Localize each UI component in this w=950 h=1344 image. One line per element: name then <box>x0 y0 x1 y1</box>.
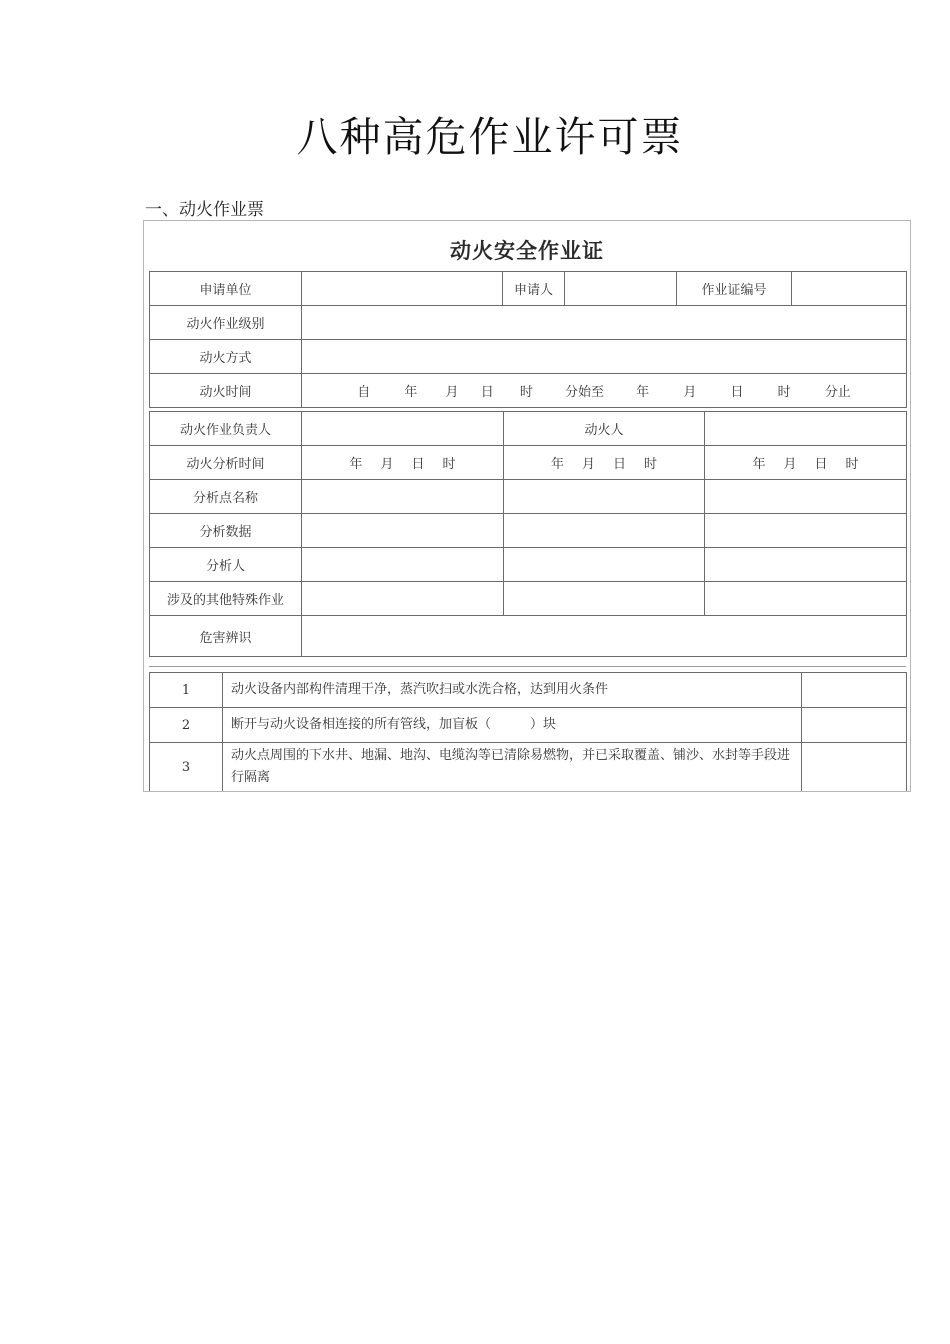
worker-label: 动火人 <box>504 412 705 446</box>
method-field[interactable] <box>302 340 907 374</box>
point-field-2[interactable] <box>504 480 705 514</box>
data-field-2[interactable] <box>504 514 705 548</box>
point-field-1[interactable] <box>302 480 504 514</box>
applicant-label: 申请人 <box>503 272 565 306</box>
analysis-time-label: 动火分析时间 <box>150 446 302 480</box>
cert-no-field[interactable] <box>792 272 907 306</box>
leader-label: 动火作业负责人 <box>150 412 302 446</box>
other-work-field-3[interactable] <box>705 582 907 616</box>
hazard-field[interactable] <box>302 616 907 657</box>
unit-label: 申请单位 <box>150 272 302 306</box>
point-field-3[interactable] <box>705 480 907 514</box>
permit-title: 动火安全作业证 <box>450 239 604 263</box>
check-item: 断开与动火设备相连接的所有管线，加盲板（ ）块 <box>223 708 802 743</box>
table-row <box>150 446 907 480</box>
hot-work-permit <box>143 220 911 792</box>
table-row <box>150 374 907 408</box>
table-row <box>150 616 907 657</box>
level-label: 动火作业级别 <box>150 306 302 340</box>
applicant-field[interactable] <box>565 272 677 306</box>
leader-field[interactable] <box>302 412 504 446</box>
analysis-time-field-1[interactable]: 年 月 日 时 <box>302 446 504 480</box>
time-label: 动火时间 <box>150 374 302 408</box>
level-field[interactable] <box>302 306 907 340</box>
check-confirm-field[interactable] <box>802 743 907 792</box>
analysis-time-field-2[interactable]: 年 月 日 时 <box>504 446 705 480</box>
other-work-field-2[interactable] <box>504 582 705 616</box>
check-confirm-field[interactable] <box>802 708 907 743</box>
time-field[interactable]: 自 年 月 日 时 分始至 年 月 日 时 分止 <box>302 374 907 408</box>
hazard-label: 危害辨识 <box>150 616 302 657</box>
analysis-time-field-3[interactable]: 年 月 日 时 <box>705 446 907 480</box>
data-label: 分析数据 <box>150 514 302 548</box>
analyst-label: 分析人 <box>150 548 302 582</box>
table-row <box>150 514 907 548</box>
table-row <box>150 548 907 582</box>
check-number: 2 <box>150 708 223 743</box>
section-heading: 一、动火作业票 <box>145 200 264 220</box>
analysis-table <box>149 411 907 657</box>
table-row <box>150 480 907 514</box>
table-row <box>150 673 907 708</box>
table-row <box>150 340 907 374</box>
method-label: 动火方式 <box>150 340 302 374</box>
table-row <box>150 412 907 446</box>
check-item: 动火点周围的下水井、地漏、地沟、电缆沟等已清除易燃物，并已采取覆盖、铺沙、水封等手段进行隔离 <box>223 743 802 792</box>
analyst-field-2[interactable] <box>504 548 705 582</box>
check-number: 1 <box>150 673 223 708</box>
data-field-3[interactable] <box>705 514 907 548</box>
check-number: 3 <box>150 743 223 792</box>
table-row <box>150 272 907 306</box>
unit-field[interactable] <box>302 272 503 306</box>
safety-checks-table <box>149 672 907 792</box>
table-row <box>150 306 907 340</box>
analyst-field-1[interactable] <box>302 548 504 582</box>
data-field-1[interactable] <box>302 514 504 548</box>
cert-no-label: 作业证编号 <box>677 272 792 306</box>
other-work-field-1[interactable] <box>302 582 504 616</box>
check-item: 动火设备内部构件清理干净，蒸汽吹扫或水洗合格，达到用火条件 <box>223 673 802 708</box>
table-row <box>150 582 907 616</box>
worker-field[interactable] <box>705 412 907 446</box>
analyst-field-3[interactable] <box>705 548 907 582</box>
other-work-label: 涉及的其他特殊作业 <box>150 582 302 616</box>
point-label: 分析点名称 <box>150 480 302 514</box>
document-title: 八种高危作业许可票 <box>296 113 684 161</box>
permit-form-table <box>149 271 907 408</box>
table-row <box>150 743 907 792</box>
table-row <box>150 708 907 743</box>
check-confirm-field[interactable] <box>802 673 907 708</box>
